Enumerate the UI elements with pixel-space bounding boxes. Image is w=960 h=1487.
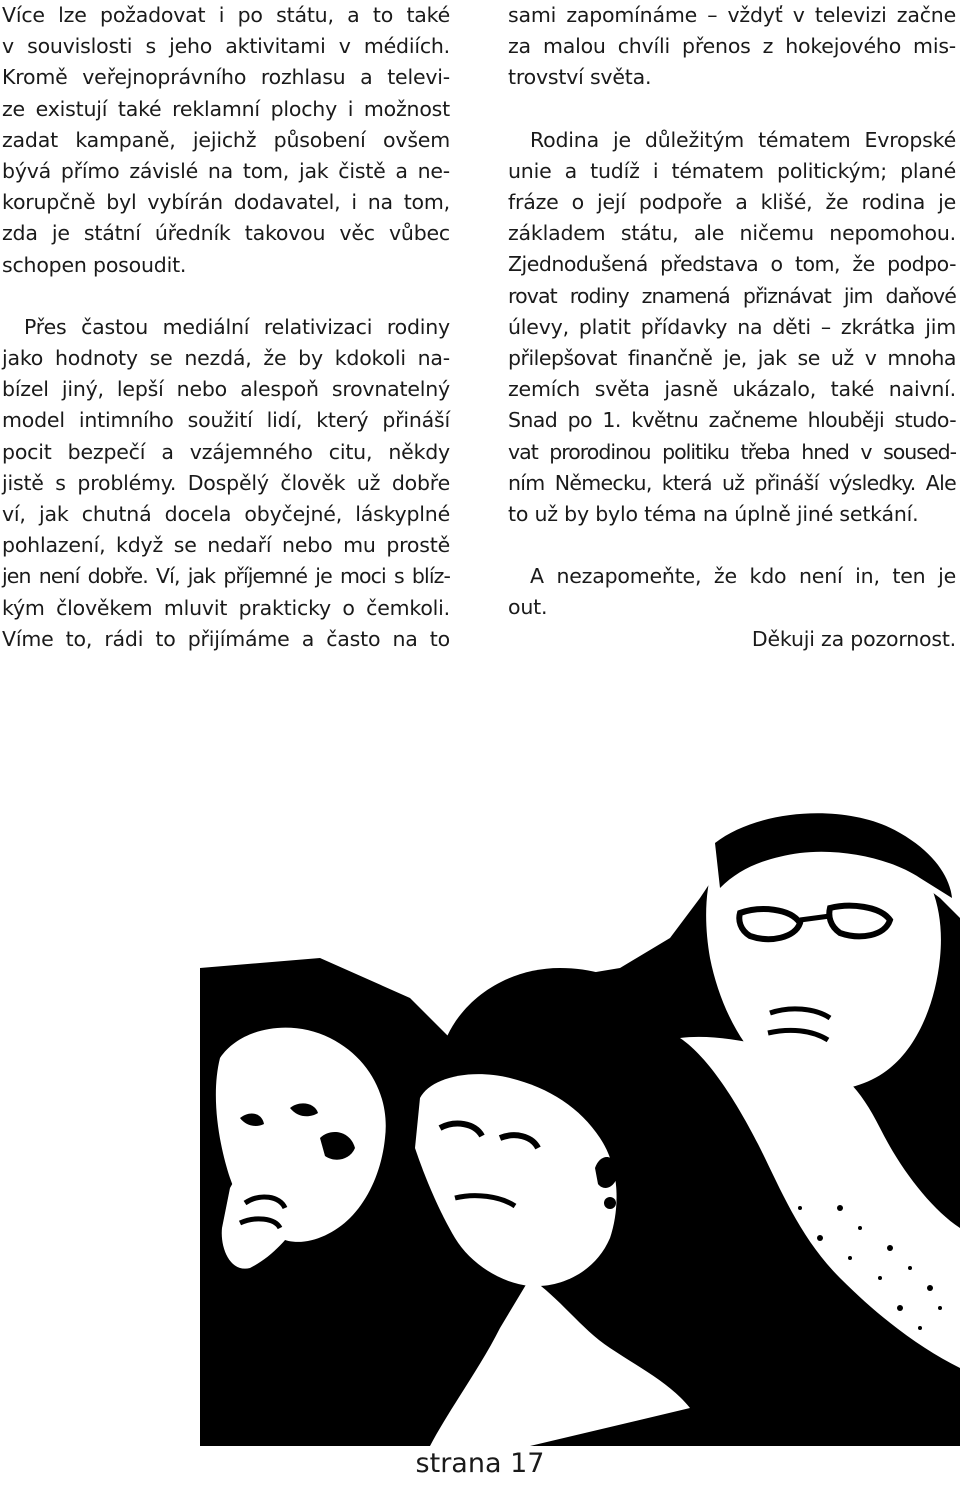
text-line: Kromě veřejnoprávního rozhlasu a televi- <box>2 65 450 90</box>
text-line: sami zapomínáme – vždyť v televizi začne <box>508 3 956 27</box>
text-line: korupčně byl vybírán dodavatel, i na tom, <box>2 190 450 215</box>
text-line: fráze o její podpoře a klišé, že rodina je <box>508 190 956 215</box>
text-line: bývá přímo závislé na tom, jak čistě a ne- <box>2 159 450 184</box>
text-line: out. <box>508 595 548 620</box>
left-paragraph-2 <box>2 312 450 655</box>
text-line: A nezapomeňte, že kdo není in, ten je <box>530 564 956 589</box>
text-line: Rodina je důležitým tématem Evropské <box>530 127 956 152</box>
right-paragraph-2 <box>508 125 956 531</box>
text-line: to už by bylo téma na úplně jiné setkání. <box>508 502 919 527</box>
text-line: kým člověkem mluvit prakticky o čemkoli. <box>2 595 450 620</box>
page-number: strana 17 <box>415 1448 545 1479</box>
right-column <box>508 0 956 655</box>
text-line: jistě s problémy. Dospělý člověk už dobře <box>2 470 450 495</box>
high-contrast-photo <box>200 808 960 1446</box>
text-line: v souvislosti s jeho aktivitami v médiích. <box>2 34 450 59</box>
text-line: Přes častou mediální relativizaci rodiny <box>24 314 450 339</box>
text-line: jen není dobře. Ví, jak příjemné je moci s blíz- <box>2 564 450 589</box>
left-paragraph-1 <box>2 0 450 281</box>
text-line: zadat kampaně, jejichž působení ovšem <box>2 127 450 152</box>
text-line: za malou chvíli přenos z hokejového mis- <box>508 34 956 59</box>
text-line: Snad po 1. květnu začneme hlouběji studo- <box>508 408 956 433</box>
text-line: Více lze požadovat i po státu, a to také <box>2 3 450 27</box>
right-paragraph-1 <box>508 0 956 94</box>
text-line: přilepšovat finančně je, jak se už v mnoha <box>508 346 956 371</box>
text-line: vat prorodinou politiku třeba hned v soused- <box>508 439 956 464</box>
text-line: základem státu, ale ničemu nepomohou. <box>508 221 956 246</box>
text-line: pohlazení, když se nedaří nebo mu prostě <box>2 533 450 558</box>
text-line: trovství světa. <box>508 65 652 90</box>
text-line: ním Německu, která už přináší výsledky. Ale <box>508 470 956 495</box>
closing-text: Děkuji za pozornost. <box>751 626 956 651</box>
text-line: pocit bezpečí a vzájemného citu, někdy <box>2 439 450 464</box>
closing-line <box>508 624 956 655</box>
left-column <box>2 0 450 655</box>
text-line: ze existují také reklamní plochy i možnost <box>2 96 450 121</box>
text-line: jako hodnoty se nezdá, že by kdokoli na- <box>2 346 450 371</box>
text-line: úlevy, platit přídavky na děti – zkrátka jim <box>508 314 956 339</box>
text-line: Zjednodušená představa o tom, že podpo- <box>508 252 956 277</box>
text-line: rovat rodiny znamená přiznávat jim daňové <box>508 283 956 308</box>
text-line: schopen posoudit. <box>2 252 187 277</box>
text-line: zemích světa jasně ukázalo, také naivní. <box>508 377 956 402</box>
text-line: model intimního soužití lidí, který přináší <box>2 408 450 433</box>
right-paragraph-3 <box>508 561 956 623</box>
text-line: unie a tudíž i tématem politickým; plané <box>508 158 956 183</box>
text-line: zda je státní úředník takovou věc vůbec <box>2 221 450 246</box>
text-line: ví, jak chutná docela obyčejné, láskyplné <box>2 502 450 527</box>
text-line: Víme to, rádi to přijímáme a často na to <box>2 626 450 651</box>
text-line: bízel jiný, lepší nebo alespoň srovnatelný <box>2 377 450 402</box>
